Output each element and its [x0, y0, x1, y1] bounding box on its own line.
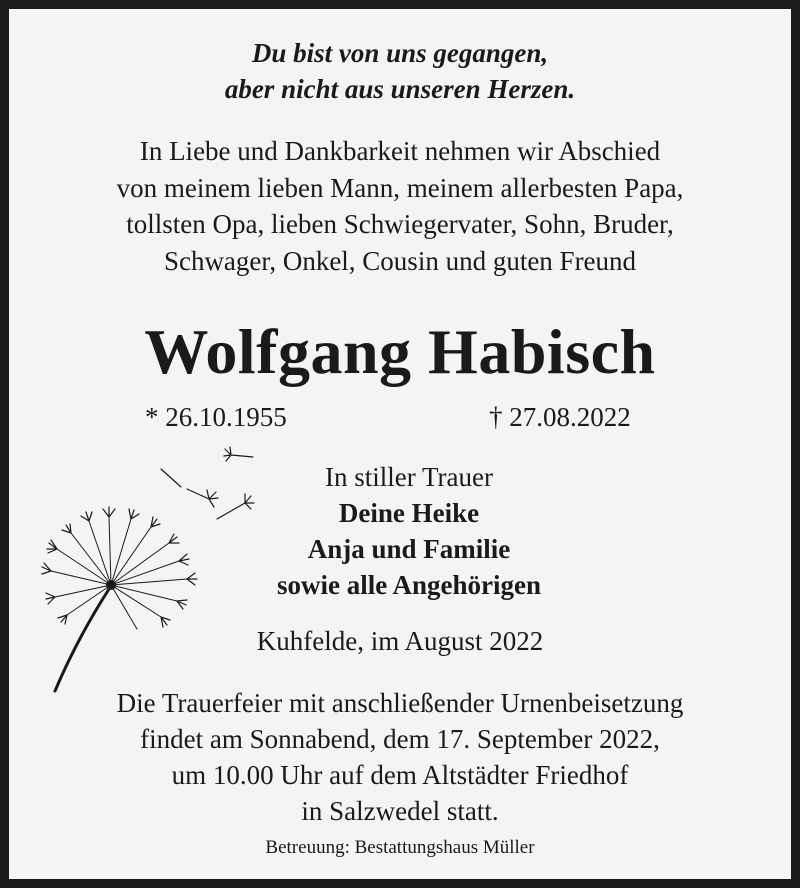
intro-text	[9, 133, 791, 279]
funeral-line: in Salzwedel statt.	[301, 796, 499, 826]
mourner-name: sowie alle Angehörigen	[277, 570, 541, 600]
funeral-info	[9, 685, 791, 829]
intro-line: von meinem lieben Mann, meinem allerbesten Papa,	[116, 172, 684, 203]
mourners	[189, 459, 629, 603]
mourners-heading: In stiller Trauer	[325, 462, 493, 492]
death-date: † 27.08.2022	[489, 402, 631, 432]
motto	[9, 35, 791, 107]
funeral-home: Betreuung: Bestattungshaus Müller	[265, 837, 535, 858]
mourner-name: Deine Heike	[338, 498, 480, 528]
mourner-name: Anja und Familie	[307, 534, 511, 564]
intro-line: Schwager, Onkel, Cousin und guten Freund	[163, 245, 637, 276]
place-date: Kuhfelde, im August 2022	[256, 626, 544, 656]
intro-line: tollsten Opa, lieben Schwiegervater, Sohn, Bruder,	[126, 209, 674, 239]
funeral-line: um 10.00 Uhr auf dem Altstädter Friedhof	[171, 760, 629, 790]
funeral-line: Die Trauerfeier mit anschließender Urnenbeisetzung	[116, 688, 684, 718]
birth-date: * 26.10.1955	[145, 402, 287, 432]
motto-line: Du bist von uns gegangen,	[251, 38, 549, 68]
motto-line: aber nicht aus unseren Herzen.	[224, 74, 576, 104]
intro-line: In Liebe und Dankbarkeit nehmen wir Abschied	[139, 136, 661, 166]
deceased-name: Wolfgang Habisch	[144, 316, 656, 387]
funeral-line: findet am Sonnabend, dem 17. September 2022,	[140, 724, 660, 754]
